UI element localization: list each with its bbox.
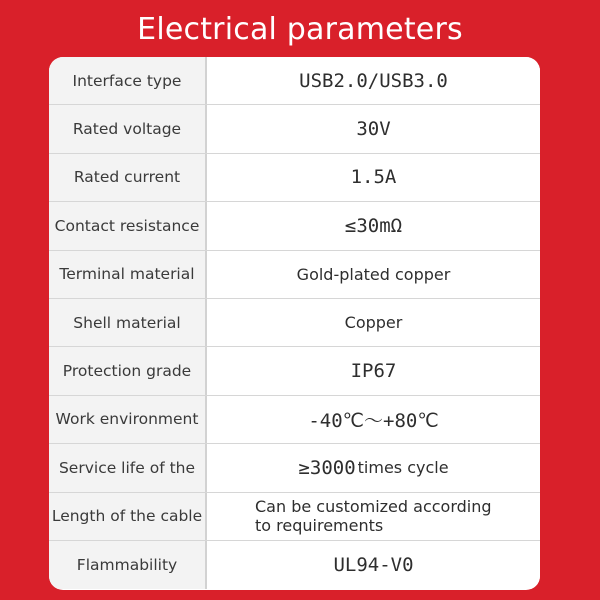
row-value: 30V: [207, 105, 540, 152]
row-value: IP67: [207, 347, 540, 394]
row-value-number: ≥3000: [298, 456, 356, 479]
page-title: Electrical parameters: [137, 12, 463, 47]
parameters-table: [49, 57, 540, 590]
row-label: Shell material: [49, 299, 207, 346]
row-label: Terminal material: [49, 251, 207, 298]
row-value: Copper: [207, 299, 540, 346]
row-value: -40℃～+80℃: [207, 396, 540, 443]
table-row-interface-type: [49, 57, 540, 105]
row-value: USB2.0/USB3.0: [207, 57, 540, 104]
table-row-rated-voltage: [49, 105, 540, 153]
table-row-protection-grade: [49, 347, 540, 395]
row-label: Rated voltage: [49, 105, 207, 152]
table-row-terminal-material: [49, 251, 540, 299]
table-row-cable-length: [49, 493, 540, 541]
row-value: [207, 444, 540, 491]
row-value: Can be customized according to requirements: [207, 493, 540, 540]
table-row-rated-current: [49, 154, 540, 202]
table-row-service-life: [49, 444, 540, 492]
row-label: Length of the cable: [49, 493, 207, 540]
row-value: ≤30mΩ: [207, 202, 540, 249]
row-label: Service life of the: [49, 444, 207, 491]
row-value-suffix: times cycle: [357, 458, 449, 478]
row-label: Interface type: [49, 57, 207, 104]
row-value: UL94-V0: [207, 541, 540, 589]
table-row-work-environment: [49, 396, 540, 444]
table-row-shell-material: [49, 299, 540, 347]
row-label: Contact resistance: [49, 202, 207, 249]
row-label: Flammability: [49, 541, 207, 589]
row-value: 1.5A: [207, 154, 540, 201]
table-row-contact-resistance: [49, 202, 540, 250]
row-label: Rated current: [49, 154, 207, 201]
row-label: Work environment: [49, 396, 207, 443]
row-label: Protection grade: [49, 347, 207, 394]
table-row-flammability: [49, 541, 540, 589]
row-value: Gold-plated copper: [207, 251, 540, 298]
